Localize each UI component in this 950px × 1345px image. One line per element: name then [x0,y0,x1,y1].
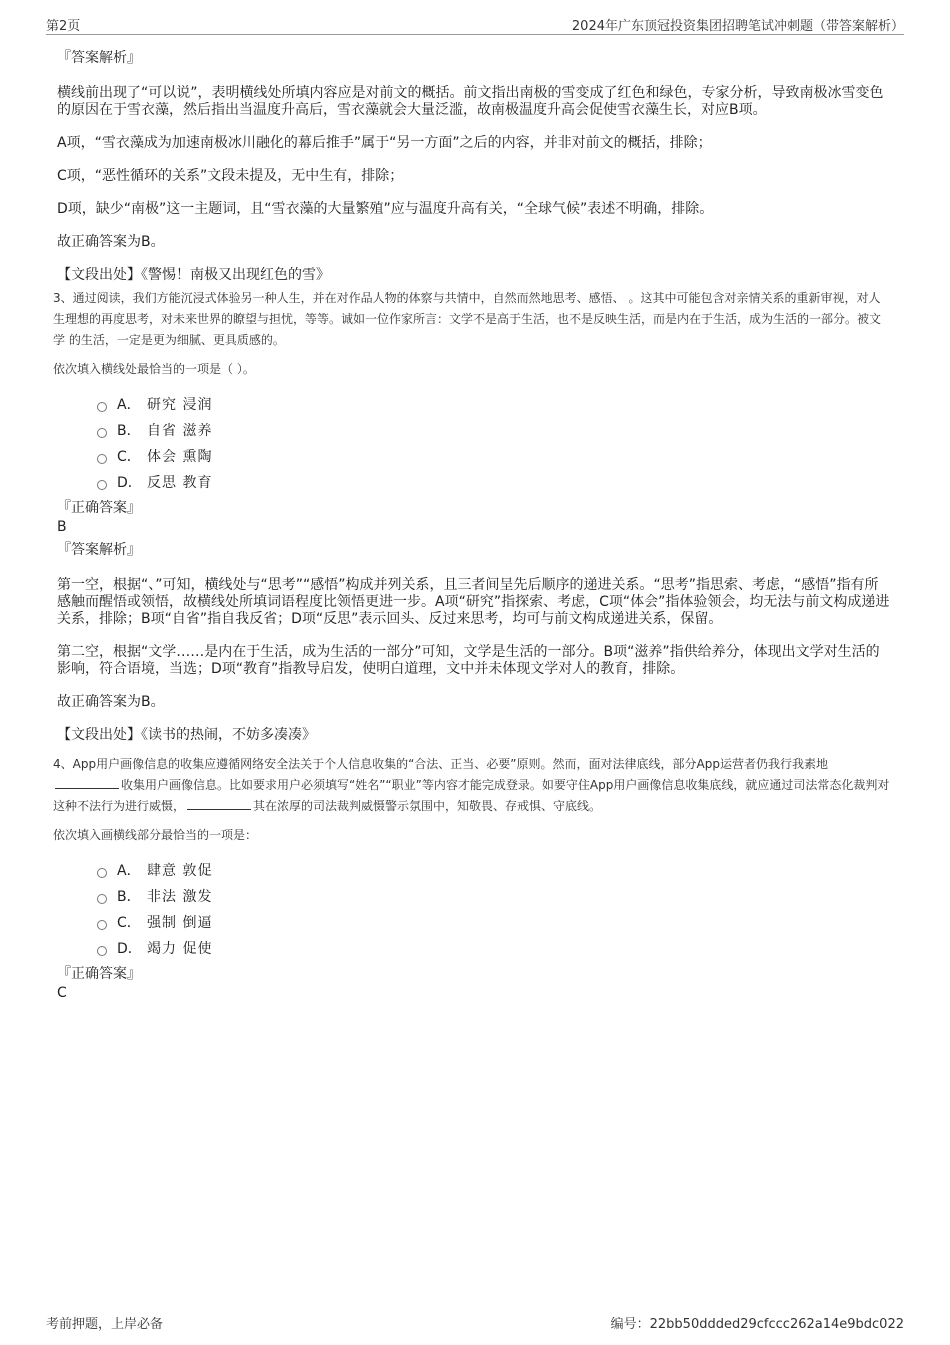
q2-analysis-paragraph-2: A项，“雪衣藻成为加速南极冰川融化的幕后推手”属于“另一方面”之后的内容，并非对前文的概括，排除； [57,135,712,151]
radio-icon[interactable] [97,428,107,438]
q3-analysis-heading: 『答案解析』 [57,542,141,558]
q4-options [97,858,892,962]
radio-icon[interactable] [97,894,107,904]
q4-option-b[interactable]: B． 非法 激发 [97,884,892,910]
radio-icon[interactable] [97,920,107,930]
fill-blank-2[interactable] [187,798,251,810]
q3-answer-heading: 『正确答案』 [57,500,141,516]
q4-option-a[interactable]: A． 肆意 敦促 [97,858,892,884]
q2-analysis-paragraph-1: 横线前出现了“可以说”，表明横线处所填内容应是对前文的概括。前文指出南极的雪变成了红色和绿色，专家分析，导致南极冰雪变色的原因在于雪衣藻，然后指出当温度升高后，雪衣藻就会大量泛滥，故南极温度升高会促使雪衣藻生长，对应B项。 [57,85,884,118]
radio-icon[interactable] [97,480,107,490]
q2-analysis-paragraph-3: C项，“恶性循环的关系”文段未提及，无中生有，排除； [57,168,404,184]
radio-icon[interactable] [97,402,107,412]
q2-analysis-heading: 『答案解析』 [57,50,141,66]
footer-slogan: 考前押题，上岸必备 [46,1317,164,1332]
q3-prompt: 依次填入横线处最恰当的一项是（ ）。 [53,362,255,376]
q3-analysis-paragraph-2: 第二空，根据“文学……是内在于生活，成为生活的一部分”可知，文学是生活的一部分。B项“滋养”指供给养分，体现出文学对生活的影响，符合语境，当选；D项“教育”指教导启发，使明白道理，文中并未体现文学对人的教育，排除。 [57,644,880,677]
q4-option-d[interactable]: D． 竭力 促使 [97,936,892,962]
q4-prompt: 依次填入画横线部分最恰当的一项是： [53,828,258,842]
q4-option-c[interactable]: C． 强制 倒逼 [97,910,892,936]
q3-source: 【文段出处】《读书的热闹，不妨多凑凑》 [57,727,316,743]
q3-option-b[interactable]: B． 自省 滋养 [97,418,892,444]
document-title: 2024年广东顶冠投资集团招聘笔试冲刺题（带答案解析） [571,19,904,34]
page-footer [46,1313,904,1333]
radio-icon[interactable] [97,454,107,464]
q3-option-c[interactable]: C． 体会 熏陶 [97,444,892,470]
q4-answer: C [57,985,67,1001]
q3-answer: B [57,519,67,535]
q2-source: 【文段出处】《警惕！南极又出现红色的雪》 [57,267,330,283]
q3-options [97,392,892,496]
q3-option-a[interactable]: A． 研究 浸润 [97,392,892,418]
footer-code: 编号：22bb50ddded29cfccc262a14e9bdc022 [610,1317,904,1332]
q3-option-d[interactable]: D． 反思 教育 [97,470,892,496]
q2-analysis-paragraph-4: D项，缺少“南极”这一主题词，且“雪衣藻的大量繁殖”应与温度升高有关，“全球气候”表述不明确，排除。 [57,201,714,217]
q4-answer-heading: 『正确答案』 [57,966,141,982]
page-content [53,46,892,1002]
q4-stem: 4、App用户画像信息的收集应遵循网络安全法关于个人信息收集的“合法、正当、必要”原则。然而，面对法律底线，部分App运营者仍我行我素地收集用户画像信息。比如要求用户必须填写“姓名”“职业”等内容才能完成登录。如要守住App用户画像信息收集底线，就应通过司法常态化裁判对这种不法行为进行威慑， 其在浓厚的司法裁判威慑警示氛围中，知敬畏、存戒惧、守底线。 [53,757,890,813]
fill-blank-1[interactable] [55,777,119,789]
radio-icon[interactable] [97,868,107,878]
q3-conclusion: 故正确答案为B。 [57,694,165,710]
q3-analysis-paragraph-1: 第一空，根据“、”可知，横线处与“思考”“感悟”构成并列关系，且三者间呈先后顺序的递进关系。“思考”指思索、考虑，“感悟”指有所感触而醒悟或领悟，故横线处所填词语程度比领悟更进一步。A项“研究”指探索、考虑，C项“体会”指体验领会，均无法与前文构成递进关系，排除；B项“自省”指自我反省；D项“反思”表示回头、反过来思考，均可与前文构成递进关系，保留。 [57,577,890,627]
q2-conclusion: 故正确答案为B。 [57,234,165,250]
q3-stem: 3、通过阅读，我们方能沉浸式体验另一种人生，并在对作品人物的体察与共情中，自然而然地思考、感悟、 。这其中可能包含对亲情关系的重新审视，对人生理想的再度思考，对未来世界的瞭望与担忧，等等。诚如一位作家所言：文学不是高于生活，也不是反映生活，而是内在于生活，成为生活的一部分。被文学 的生活，一定是更为细腻、更具质感的。 [53,291,882,347]
page-number: 第2页 [46,19,81,34]
radio-icon[interactable] [97,946,107,956]
page-header [46,14,904,35]
